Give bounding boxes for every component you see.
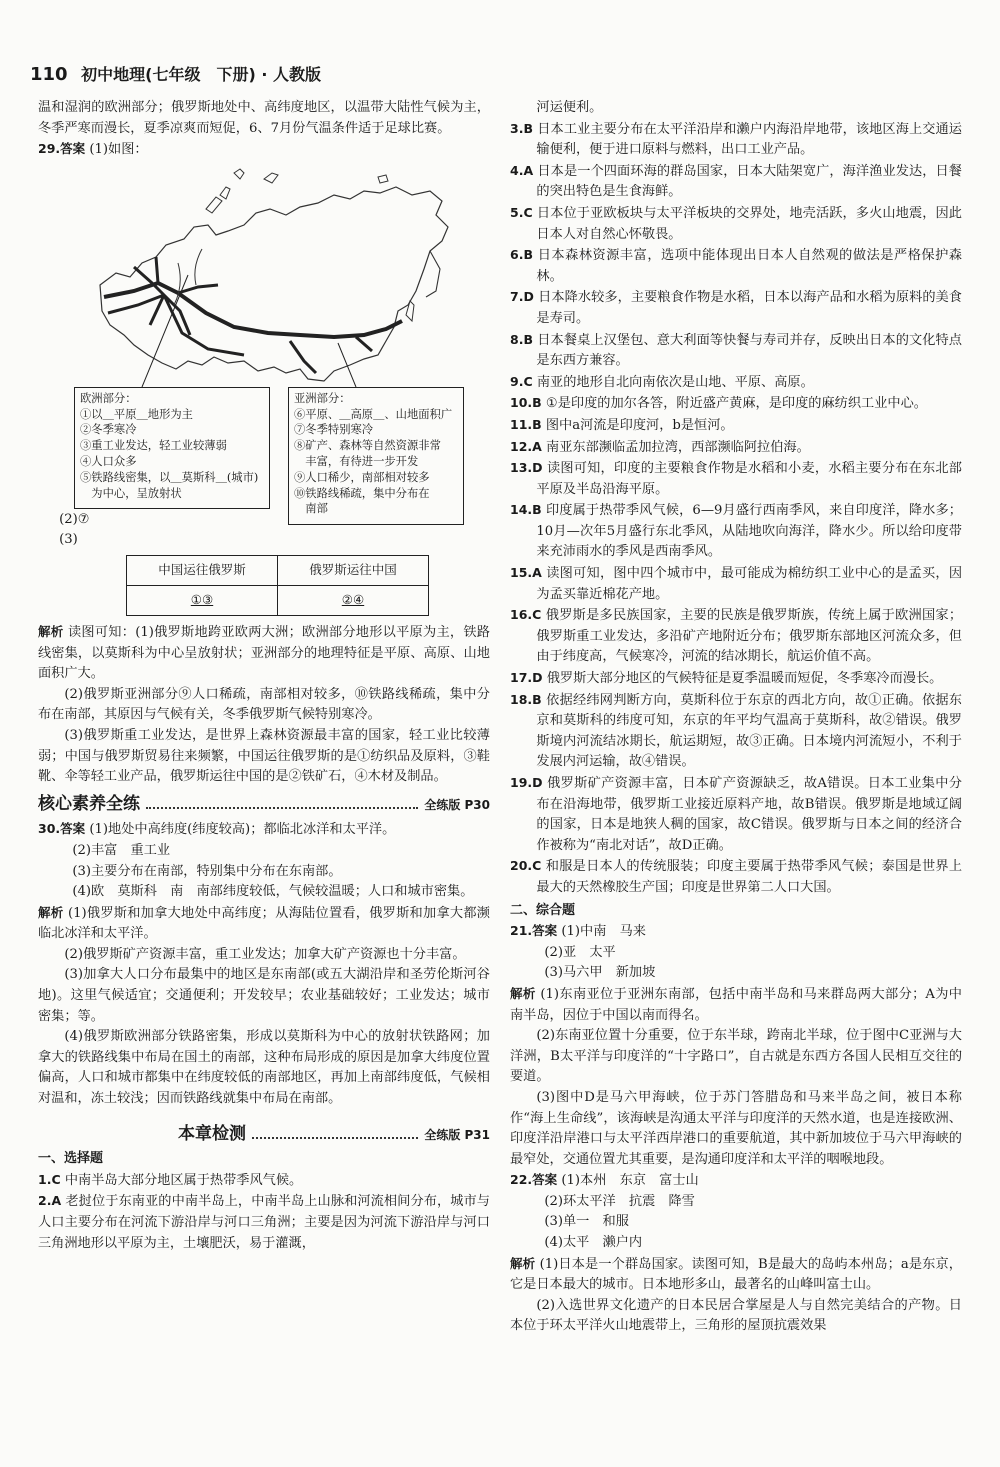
part-one-heading: 一、选择题: [38, 1151, 104, 1167]
mc-number: 9.C: [510, 373, 533, 389]
europe-item: 为中心，呈放射状: [91, 486, 182, 500]
mc-number: 12.A: [510, 438, 542, 454]
q30-analysis: [38, 903, 490, 945]
mc-text: 图中a河流是印度河，b是恒河。: [545, 417, 734, 433]
mc-item: [510, 856, 962, 898]
mc-item: [510, 372, 962, 394]
answer-text: (2)环太平洋 抗震 降雪: [544, 1193, 695, 1209]
mc-number: 6.B: [510, 247, 533, 263]
railway-lines-2: [108, 257, 372, 373]
q30-answer: [38, 819, 490, 841]
table-header-cell: 中国运往俄罗斯: [127, 555, 278, 585]
mc-text: 中南半岛大部分地区属于热带季风气候。: [64, 1172, 303, 1188]
q29-answer: [38, 139, 490, 161]
asia-item: 南部: [305, 502, 328, 516]
q21-answer: [510, 921, 962, 943]
analysis-text: 读图可知：(1)俄罗斯地跨亚欧两大洲；欧洲部分地形以平原为主，铁路线密集，以莫斯科为中心呈放射状；亚洲部分的地理特征是平原、高原、山地面积广大。: [38, 624, 490, 682]
answer-text: (2)亚 太平: [544, 944, 616, 960]
section-chapter-test: [38, 1124, 490, 1146]
q29-label: 29.答案: [38, 141, 86, 157]
analysis-text: (1)东南亚位于亚洲东南部，包括中南半岛和马来群岛两大部分；A为中南半岛，因位于中国以南而得名。: [510, 986, 962, 1023]
page-number: 110: [30, 64, 68, 85]
mountain-contour: [174, 249, 202, 305]
europe-item: ③重工业发达，轻工业较薄弱: [80, 439, 227, 453]
mc-number: 19.D: [510, 775, 543, 790]
table-row: [127, 555, 429, 585]
pointer-asia: [338, 343, 356, 387]
mc-text: 日本位于亚欧板块与太平洋板块的交界处，地壳活跃，多火山地震，因此日本人对自然心怀敬畏。: [536, 205, 962, 242]
mc-number: 11.B: [510, 416, 542, 432]
asia-item: ⑥平原、＿高原＿、山地面积广: [294, 407, 453, 421]
q21-label: 21.答案: [510, 923, 558, 939]
answer-text: (2)丰富 重工业: [72, 842, 171, 858]
mc-text: 读图可知，图中四个城市中，最可能成为棉纺织工业中心的是孟买，因为孟买靠近棉花产地。: [536, 566, 963, 602]
analysis-text: (3)图中D是马六甲海峡，位于苏门答腊岛和马来半岛之间，被日本称作“海上生命线”，该海峡是沟通太平洋与印度洋的天然水道，也是连接欧洲、印度洋沿岸港口与太平洋西岸港口的重要航道，其中新加坡位于马六甲海峡的最窄处，交通位置尤其重要，是沟通印度洋和太平洋的咽喉地段。: [510, 1089, 962, 1167]
q22-answer: [510, 1170, 962, 1192]
mc-item: [510, 458, 962, 500]
asia-item: 丰富，有待进一步开发: [305, 454, 419, 468]
mc-number: 13.D: [510, 460, 543, 476]
mc-item: [510, 119, 962, 161]
section-core-practice: [38, 794, 490, 816]
mc-text: 日本森林资源丰富，选项中能体现出日本人自然观的做法是严格保护森林。: [536, 248, 962, 284]
mc-item: [510, 773, 962, 856]
q30-label: 30.答案: [38, 821, 86, 837]
asia-box-title: 亚洲部分：: [294, 391, 351, 405]
mc-number: 4.A: [510, 162, 534, 178]
mc-item: [510, 245, 962, 287]
mc-number: 2.A: [38, 1193, 62, 1209]
mc-item: [510, 161, 962, 203]
mc-number: 18.B: [510, 691, 542, 707]
analysis-text: (1)俄罗斯和加拿大地处中高纬度；从海陆位置看，俄罗斯和加拿大都濒临北冰洋和太平洋。: [38, 905, 490, 942]
table-header-cell: 俄罗斯运往中国: [278, 555, 429, 585]
mc-number: 8.B: [510, 331, 533, 347]
mc-item: [510, 500, 962, 563]
mc-text: 依据经纬网判断方向，莫斯科位于东京的西北方向，故①正确。依据东京和莫斯科的纬度可知，东京的年平均气温高于莫斯科，故②错误。俄罗斯境内河流结冰期长，航运期短，故③正确。日本境内河流短小，不利于发展内河运输，故④错误。: [536, 692, 962, 770]
mc-number: 3.B: [510, 120, 533, 136]
mc-text: 俄罗斯大部分地区的气候特征是夏季温暖而短促，冬季寒冷而漫长。: [546, 671, 943, 687]
mc-text: 日本工业主要分布在太平洋沿岸和濑户内海沿岸地带，该地区海上交通运输便利，便于进口原料与燃料，出口工业产品。: [536, 121, 962, 158]
russia-map-figure: [38, 165, 490, 516]
answer-text: (1)中南 马来: [561, 924, 646, 940]
mc-number: 20.C: [510, 858, 542, 874]
mc-text: 南亚东部濒临孟加拉湾，西部濒临阿拉伯海。: [546, 439, 810, 455]
section-title: 核心素养全练: [38, 793, 140, 814]
book-title: 初中地理(七年级 下册) · 人教版: [81, 65, 322, 84]
q29-analysis: [38, 622, 490, 685]
mc-list: [510, 119, 962, 899]
analysis-label: 解析: [38, 623, 64, 639]
mc-number: 16.C: [510, 607, 542, 623]
asia-item: ⑨人口稀少，南部相对较多: [294, 470, 430, 484]
section-page-ref: 全练版 P30: [424, 797, 490, 812]
mc-text: 南亚的地形自北向南依次是山地、平原、高原。: [536, 374, 814, 390]
q21-analysis: [510, 984, 962, 1026]
analysis-text: (3)俄罗斯重工业发达，是世界上森林资源最丰富的国家，轻工业比较薄弱；中国与俄罗斯贸易往来频繁，中国运往俄罗斯的是①纺织品及原料，③鞋靴、伞等轻工业产品，俄罗斯运往中国的是②铁矿石，④木材及制品。: [38, 727, 490, 785]
mc-item: [38, 1170, 490, 1192]
mc-number: 7.D: [510, 289, 534, 305]
analysis-label: 解析: [38, 904, 64, 920]
left-column: [38, 98, 490, 1254]
analysis-text: (2)俄罗斯亚洲部分⑨人口稀疏，南部相对较多，⑩铁路线稀疏，集中分布在南部，其原因与气候有关，冬季俄罗斯气候特别寒冷。: [38, 686, 490, 723]
sakhalin-island: [406, 301, 414, 321]
europe-item: ①以＿平原＿地形为主: [80, 407, 193, 421]
europe-item: ④人口众多: [80, 454, 137, 468]
q22-analysis: [510, 1254, 962, 1296]
mc-text: ①是印度的加尔各答，附近盛产黄麻，是印度的麻纺织工业中心。: [545, 396, 927, 412]
answer-text: (4)太平 濑户内: [544, 1235, 643, 1251]
answer-text: (3)主要分布在南部，特别集中分布在东南部。: [72, 863, 342, 879]
table-row: [127, 585, 429, 615]
continued-text: 河运便利。: [536, 100, 603, 115]
mc-item: [510, 415, 962, 437]
trade-table: [126, 555, 429, 616]
q22-label: 22.答案: [510, 1172, 558, 1188]
mc-item: [510, 563, 962, 605]
mc-item: [510, 330, 962, 372]
mc-number: 14.B: [510, 502, 542, 518]
answer-text: (1)地处中高纬度(纬度较高)；都临北冰洋和太平洋。: [89, 822, 396, 838]
mc-item: [510, 690, 962, 773]
arctic-islands: [206, 169, 388, 213]
analysis-text: (2)东南亚位置十分重要，位于东半球，跨南北半球，位于图中C亚洲与大洋洲，B太平洋与印度洋的“十字路口”，自古就是东西方各国人民相互交往的要道。: [510, 1028, 962, 1085]
q29-part3: (3): [59, 532, 78, 548]
mc-text: 日本是一个四面环海的群岛国家，日本大陆架宽广，海洋渔业发达，日餐的突出特色是生食海鲜。: [536, 163, 962, 200]
mc-text: 和服是日本人的传统服装；印度主要属于热带季风气候；泰国是世界上最大的天然橡胶生产国；印度是世界第二人口大国。: [536, 859, 963, 895]
mc-item: [510, 605, 962, 668]
answer-text: (4)欧 莫斯科 南 南部纬度较低，气候较温暖；人口和城市密集。: [72, 884, 474, 900]
right-column: [510, 98, 962, 1337]
europe-box-title: 欧洲部分：: [80, 391, 137, 405]
mc-text: 俄罗斯是多民族国家，主要的民族是俄罗斯族，传统上属于欧洲国家；俄罗斯重工业发达，多沿矿产地附近分布；俄罗斯东部地区河流众多，但由于纬度高，气候寒冷，河流的结冰期长，航运价值不高。: [536, 608, 963, 665]
asia-item: ⑦冬季特别寒冷: [294, 423, 374, 437]
answer-text: (3)单一 和服: [544, 1214, 629, 1230]
section-page-ref: 全练版 P31: [424, 1127, 490, 1142]
europe-item: ②冬季寒冷: [80, 423, 137, 437]
analysis-text: (2)俄罗斯矿产资源丰富，重工业发达；加拿大矿产资源也十分丰富。: [64, 946, 466, 962]
mc-text: 印度属于热带季风气候，6—9月盛行西南季风，来自印度洋，降水多；10月—次年5月盛行东北季风，从陆地吹向海洋，降水少。所以给印度带来充沛雨水的季风是西南季风。: [536, 503, 962, 560]
analysis-text: (2)入选世界文化遗产的日本民居合掌屋是人与自然完美结合的产物。日本位于环太平洋火山地震带上，三角形的屋顶抗震效果: [510, 1297, 962, 1334]
mc-item: [510, 668, 962, 690]
analysis-label: 解析: [510, 1255, 536, 1271]
mc-item: [38, 1191, 490, 1254]
mc-item: [510, 393, 962, 415]
section-title: 本章检测: [178, 1123, 246, 1144]
page-header: [30, 62, 970, 88]
table-cell: ②④: [278, 585, 429, 615]
intro-text: 温和湿润的欧洲部分；俄罗斯地处中、高纬度地区，以温带大陆性气候为主，冬季严寒而漫长，夏季凉爽而短促，6、7月份气温条件适于足球比赛。: [38, 100, 490, 136]
analysis-text: (1)日本是一个群岛国家。读图可知，B是最大的岛屿本州岛；a是东京，它是日本最大的城市。日本地形多山，最著名的山峰叫富士山。: [510, 1256, 962, 1293]
europe-part-box: [74, 387, 270, 509]
mc-number: 5.C: [510, 204, 533, 220]
asia-item: ⑩铁路线稀疏，集中分布在: [294, 486, 430, 500]
mc-item: [510, 287, 962, 329]
mc-number: 15.A: [510, 565, 542, 581]
asia-part-box: [288, 387, 464, 525]
mc-number: 10.B: [510, 395, 542, 411]
table-cell: ①③: [127, 585, 278, 615]
mc-text: 日本餐桌上汉堡包、意大利面等快餐与寿司并存，反映出日本的文化特点是东西方兼容。: [536, 332, 962, 369]
q29-part2: (2)⑦: [59, 511, 90, 527]
mc-number: 17.D: [510, 670, 543, 686]
answer-text: (3)马六甲 新加坡: [544, 965, 656, 981]
asia-item: ⑧矿产、森林等自然资源非常: [294, 439, 441, 453]
mc-text: 日本降水较多，主要粮食作物是水稻，日本以海产品和水稻为原料的美食是寿司。: [536, 290, 962, 326]
mc-item: [510, 437, 962, 459]
answer-text: (1)本州 东京 富士山: [561, 1173, 699, 1189]
part-two-heading: 二、综合题: [510, 902, 576, 918]
mc-item: [510, 203, 962, 245]
analysis-label: 解析: [510, 985, 536, 1001]
q29-part1: (1)如图：: [89, 142, 148, 158]
dotted-leader: [252, 1127, 418, 1139]
mc-text: 读图可知，印度的主要粮食作物是水稻和小麦，水稻主要分布在东北部平原及半岛沿海平原。: [536, 461, 962, 497]
dotted-leader: [146, 797, 418, 809]
mc-text: 俄罗斯矿产资源丰富，日本矿产资源缺乏，故A错误。日本工业集中分布在沿海地带，俄罗斯工业接近原料产地，故B错误。俄罗斯是地域辽阔的国家，日本是地狭人稠的国家，故C错误。俄罗斯与日本之间的经济合作被称为“南北对话”，故D正确。: [536, 776, 962, 853]
analysis-text: (4)俄罗斯欧洲部分铁路密集，形成以莫斯科为中心的放射状铁路网；加拿大的铁路线集中布局在国土的南部，这种布局形成的原因是加拿大纬度位置偏高，人口和城市都集中在纬度较低的南部地区，再加上南部纬度低，气候相对温和，冻土较浅；因而铁路线就集中布局在南部。: [38, 1029, 490, 1107]
analysis-text: (3)加拿大人口分布最集中的地区是东南部(或五大湖沿岸和圣劳伦斯河谷地)。这里气候适宜；交通便利；开发较早；农业基础较好；工业发达；城市密集；等。: [38, 967, 490, 1024]
mc-number: 1.C: [38, 1171, 61, 1187]
railway-lines: [104, 283, 402, 337]
europe-item: ⑤铁路线密集，以＿莫斯科＿(城市): [80, 470, 259, 484]
mc-text: 老挝位于东南亚的中南半岛上，中南半岛上山脉和河流相间分布，城市与人口主要分布在河流下游沿岸与河口三角洲；主要是因为河流下游沿岸与河口三角洲地形以平原为主，土壤肥沃，易于灌溉，: [38, 1194, 490, 1251]
